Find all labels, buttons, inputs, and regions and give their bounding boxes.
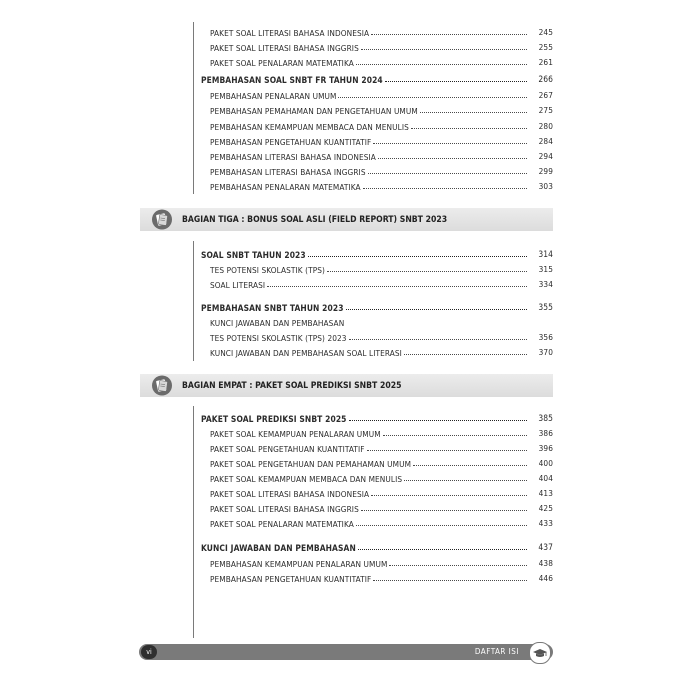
toc-entry-page: 294 xyxy=(538,151,553,161)
leader-dots xyxy=(373,578,527,581)
leader-dots xyxy=(373,141,527,144)
section-banner-bagian-empat xyxy=(140,374,553,397)
toc-entry[interactable] xyxy=(210,557,553,569)
leader-dots xyxy=(349,418,527,421)
leader-dots xyxy=(404,352,527,355)
toc-entry-page: 245 xyxy=(538,27,553,37)
leader-dots xyxy=(358,547,527,550)
toc-entry-label: TES POTENSI SKOLASTIK (TPS) 2023 xyxy=(210,333,347,343)
book-icon xyxy=(150,208,176,231)
leader-dots xyxy=(356,523,527,526)
leader-dots xyxy=(363,186,527,189)
toc-heading-label: SOAL SNBT TAHUN 2023 xyxy=(201,250,306,260)
toc-heading-entry[interactable] xyxy=(201,301,553,313)
toc-entry-page: 437 xyxy=(538,542,553,552)
toc-entry[interactable] xyxy=(210,331,553,343)
graduation-cap-icon xyxy=(529,642,551,664)
leader-dots xyxy=(389,563,527,566)
toc-entry-page: 446 xyxy=(538,573,553,583)
toc-entry-page: 413 xyxy=(538,488,553,498)
toc-heading-entry[interactable] xyxy=(201,541,553,553)
leader-dots xyxy=(346,323,527,325)
toc-entry[interactable] xyxy=(210,572,553,584)
toc-entry-page: 396 xyxy=(538,443,553,453)
leader-dots xyxy=(411,126,527,129)
toc-entry-page: 386 xyxy=(538,428,553,438)
toc-entry-page: 314 xyxy=(538,249,553,259)
toc-entry-label: PEMBAHASAN PEMAHAMAN DAN PENGETAHUAN UMUM xyxy=(210,106,418,116)
toc-entry-label: KUNCI JAWABAN DAN PEMBAHASAN SOAL LITERASI xyxy=(210,348,402,358)
toc-entry[interactable] xyxy=(210,135,553,147)
toc-entry-page: 425 xyxy=(538,503,553,513)
toc-entry[interactable] xyxy=(210,457,553,469)
page-footer xyxy=(139,644,553,660)
leader-dots xyxy=(371,32,527,35)
toc-entry-label: PAKET SOAL LITERASI BAHASA INDONESIA xyxy=(210,489,370,499)
toc-entry-label: PAKET SOAL LITERASI BAHASA INGGRIS xyxy=(210,504,359,514)
leader-dots xyxy=(420,110,527,113)
toc-heading-label: PEMBAHASAN SOAL SNBT FR TAHUN 2024 xyxy=(201,75,383,85)
toc-entry-label: PEMBAHASAN LITERASI BAHASA INDONESIA xyxy=(210,152,376,162)
section-banner-bagian-tiga xyxy=(140,208,553,231)
toc-entry-page: 438 xyxy=(538,558,553,568)
toc-entry[interactable] xyxy=(210,41,553,53)
toc-entry-page: 266 xyxy=(538,74,553,84)
toc-entry-label: PEMBAHASAN LITERASI BAHASA INGGRIS xyxy=(210,167,366,177)
leader-dots xyxy=(378,156,527,159)
toc-entry-label: PEMBAHASAN KEMAMPUAN PENALARAN UMUM xyxy=(210,559,388,569)
toc-entry-page: 284 xyxy=(538,136,553,146)
section-title: BAGIAN TIGA : BONUS SOAL ASLI (FIELD REPORT) SNBT 2023 xyxy=(182,214,448,225)
toc-guide-line-top xyxy=(193,22,194,194)
toc-entry-page: 400 xyxy=(538,458,553,468)
toc-entry[interactable] xyxy=(210,89,553,101)
toc-entry-page: 385 xyxy=(538,413,553,423)
toc-entry[interactable] xyxy=(210,472,553,484)
leader-dots xyxy=(267,284,527,287)
page-number: vi xyxy=(141,645,157,659)
toc-guide-line-section4 xyxy=(193,406,194,638)
leader-dots xyxy=(349,337,527,340)
leader-dots xyxy=(361,508,527,511)
toc-entry-page: 356 xyxy=(538,332,553,342)
leader-dots xyxy=(338,95,527,98)
toc-entry-label: PEMBAHASAN PENGETAHUAN KUANTITATIF xyxy=(210,137,372,147)
toc-entry-page: 255 xyxy=(538,42,553,52)
toc-entry-page: 315 xyxy=(538,264,553,274)
toc-heading-entry[interactable] xyxy=(201,412,553,424)
toc-entry[interactable] xyxy=(210,165,553,177)
toc-entry[interactable] xyxy=(210,427,553,439)
leader-dots xyxy=(327,269,527,272)
toc-entry-label: SOAL LITERASI xyxy=(210,280,266,290)
leader-dots xyxy=(383,433,527,436)
toc-entry-page: 433 xyxy=(538,518,553,528)
toc-entry[interactable] xyxy=(210,487,553,499)
toc-entry[interactable] xyxy=(210,26,553,38)
leader-dots xyxy=(385,79,527,82)
toc-entry[interactable] xyxy=(210,346,553,358)
toc-entry-label: PAKET SOAL KEMAMPUAN PENALARAN UMUM xyxy=(210,429,381,439)
toc-entry-label: PAKET SOAL LITERASI BAHASA INGGRIS xyxy=(210,43,359,53)
toc-entry[interactable] xyxy=(210,150,553,162)
leader-dots xyxy=(371,493,527,496)
toc-entry[interactable] xyxy=(210,502,553,514)
toc-entry-label: PEMBAHASAN KEMAMPUAN MEMBACA DAN MENULIS xyxy=(210,122,409,132)
toc-entry[interactable] xyxy=(210,104,553,116)
toc-entry-label: PEMBAHASAN PENGETAHUAN KUANTITATIF xyxy=(210,574,372,584)
leader-dots xyxy=(368,171,527,174)
toc-entry-page: 299 xyxy=(538,166,553,176)
toc-entry-page: 334 xyxy=(538,279,553,289)
toc-entry[interactable] xyxy=(210,442,553,454)
toc-entry-label: TES POTENSI SKOLASTIK (TPS) xyxy=(210,265,326,275)
leader-dots xyxy=(356,62,527,65)
toc-entry[interactable] xyxy=(210,180,553,192)
toc-entry[interactable] xyxy=(210,517,553,529)
toc-entry-page: 261 xyxy=(538,57,553,67)
leader-dots xyxy=(346,307,527,310)
toc-entry-page: 267 xyxy=(538,90,553,100)
toc-entry[interactable] xyxy=(210,263,553,275)
toc-entry-page: 303 xyxy=(538,181,553,191)
toc-entry-page: 404 xyxy=(538,473,553,483)
footer-section-label: DAFTAR ISI xyxy=(474,647,519,656)
toc-entry-label: PAKET SOAL PENALARAN MATEMATIKA xyxy=(210,519,354,529)
toc-entry[interactable] xyxy=(210,56,553,68)
toc-heading-label: KUNCI JAWABAN DAN PEMBAHASAN xyxy=(201,543,356,553)
toc-entry-label: PAKET SOAL PENGETAHUAN KUANTITATIF xyxy=(210,444,365,454)
book-icon xyxy=(150,374,176,397)
toc-heading-label: PAKET SOAL PREDIKSI SNBT 2025 xyxy=(201,414,347,424)
toc-entry-label: PEMBAHASAN PENALARAN MATEMATIKA xyxy=(210,182,361,192)
toc-entry-label: PAKET SOAL PENALARAN MATEMATIKA xyxy=(210,58,354,68)
toc-heading-label: PEMBAHASAN SNBT TAHUN 2023 xyxy=(201,303,344,313)
leader-dots xyxy=(413,463,527,466)
toc-entry-page: 355 xyxy=(538,302,553,312)
toc-guide-line-section3 xyxy=(193,241,194,361)
toc-entry-label: PAKET SOAL PENGETAHUAN DAN PEMAHAMAN UMUM xyxy=(210,459,412,469)
toc-entry-label: KUNCI JAWABAN DAN PEMBAHASAN xyxy=(210,318,345,328)
toc-entry[interactable] xyxy=(210,278,553,290)
toc-entry-page: 275 xyxy=(538,105,553,115)
toc-entry-page: 280 xyxy=(538,121,553,131)
leader-dots xyxy=(404,478,527,481)
toc-entry[interactable] xyxy=(210,120,553,132)
toc-entry-page: 370 xyxy=(538,347,553,357)
toc-entry-label: PAKET SOAL LITERASI BAHASA INDONESIA xyxy=(210,28,370,38)
leader-dots xyxy=(367,448,527,451)
toc-heading-entry[interactable] xyxy=(201,248,553,260)
toc-entry-label: PAKET SOAL KEMAMPUAN MEMBACA DAN MENULIS xyxy=(210,474,403,484)
toc-entry-label: PEMBAHASAN PENALARAN UMUM xyxy=(210,91,337,101)
leader-dots xyxy=(361,47,527,50)
leader-dots xyxy=(308,254,527,257)
section-title: BAGIAN EMPAT : PAKET SOAL PREDIKSI SNBT 2025 xyxy=(182,380,402,391)
toc-entry[interactable] xyxy=(210,316,553,328)
toc-heading-entry[interactable] xyxy=(201,73,553,85)
